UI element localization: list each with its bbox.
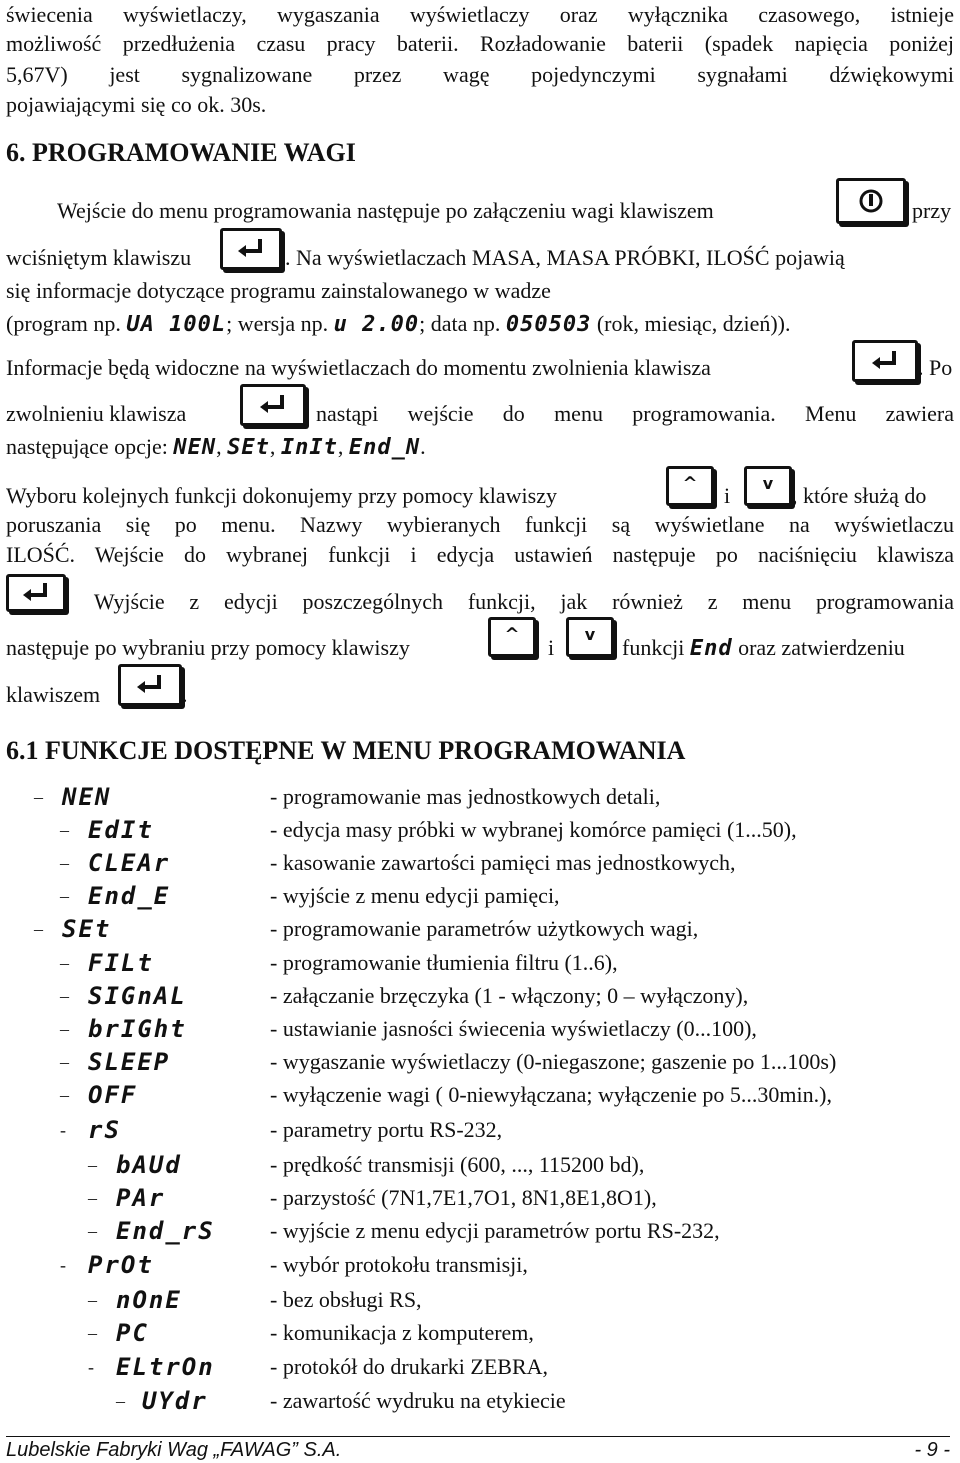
text: następujące opcje: — [6, 434, 168, 459]
list-item — [0, 1014, 960, 1044]
list-item — [0, 1115, 960, 1145]
list-item — [0, 815, 960, 845]
function-description: - załączanie brzęczyka (1 - włączony; 0 – wyłączony), — [270, 983, 749, 1008]
function-description: - bez obsługi RS, — [270, 1287, 422, 1312]
function-code: SIGnAL — [88, 982, 187, 1010]
function-code: brIGht — [88, 1015, 187, 1043]
menu-options-line — [6, 436, 954, 459]
para-text: przy — [912, 198, 952, 223]
list-item — [0, 848, 960, 878]
dash: – — [60, 1052, 69, 1072]
enter-arrow-icon — [133, 672, 167, 698]
function-code: nOnE — [116, 1286, 182, 1314]
intro-line-3: 5,67V) jest sygnalizowane przez wagę pojedynczymi sygnałami dźwiękowymi — [6, 62, 954, 87]
enter-key — [118, 664, 182, 706]
para-text: poruszania się po menu. Nazwy wybieranych funkcji są wyświetlane na wyświetlaczu — [6, 512, 954, 537]
enter-arrow-icon — [868, 348, 902, 374]
option-init: InIt — [280, 435, 338, 460]
dash: - — [60, 1255, 66, 1275]
para-text: i — [724, 483, 731, 508]
dash: - — [88, 1357, 94, 1377]
para-line-program — [6, 313, 954, 336]
list-item — [0, 782, 960, 812]
dash: – — [34, 919, 43, 939]
list-item — [0, 1183, 960, 1213]
dash: – — [88, 1323, 97, 1343]
function-code: CLEAr — [88, 849, 171, 877]
down-key: v — [566, 617, 614, 657]
power-key — [836, 178, 906, 224]
list-item — [0, 914, 960, 944]
list-item — [0, 1080, 960, 1110]
dash: – — [116, 1391, 125, 1411]
para-text: . Na wyświetlaczach MASA, MASA PRÓBKI, ILOŚĆ pojawią — [285, 245, 845, 270]
function-code: End_rS — [116, 1217, 215, 1245]
enter-key — [852, 340, 918, 382]
date-code: 050503 — [505, 312, 592, 337]
list-item — [0, 1352, 960, 1382]
text: Wejście do menu programowania następuje po załączeniu wagi klawiszem — [57, 198, 714, 223]
para-text: klawiszem — [6, 682, 101, 707]
text: , — [337, 434, 344, 459]
list-item — [0, 948, 960, 978]
para-text: ILOŚĆ. Wejście do wybranej funkcji i edycja ustawień następuje po naciśnięciu klawisza — [6, 542, 954, 567]
intro-line-4: pojawiającymi się co ok. 30s. — [6, 92, 267, 117]
dash: – — [60, 886, 69, 906]
version-code: u 2.00 — [333, 312, 420, 337]
down-key: v — [744, 466, 792, 506]
program-code: UA 100L — [126, 312, 227, 337]
section-6-title: 6. PROGRAMOWANIE WAGI — [6, 138, 356, 167]
function-code: PC — [116, 1319, 149, 1347]
list-item — [0, 1150, 960, 1180]
function-code: SLEEP — [88, 1048, 171, 1076]
up-key: ^ — [666, 466, 714, 506]
function-description: - kasowanie zawartości pamięci mas jednostkowych, — [270, 850, 736, 875]
dash: – — [34, 787, 43, 807]
function-code: SEt — [62, 915, 112, 943]
list-item — [0, 1386, 960, 1416]
function-code: bAUd — [116, 1151, 182, 1179]
para-line — [57, 200, 954, 222]
text: (rok, miesiąc, dzień)). — [596, 311, 791, 336]
enter-key — [6, 574, 66, 612]
end-code: End — [689, 636, 733, 661]
dash: – — [60, 1085, 69, 1105]
dash: - — [60, 1120, 66, 1140]
text: funkcji — [622, 635, 685, 660]
dash: – — [88, 1221, 97, 1241]
dash: – — [88, 1188, 97, 1208]
function-code: EdIt — [88, 816, 154, 844]
dash: – — [60, 986, 69, 1006]
dash: – — [60, 1019, 69, 1039]
intro-line-1: świecenia wyświetlaczy, wygaszania wyświetlaczy oraz wyłącznika czasowego, istnieje — [6, 2, 954, 27]
text: . — [420, 434, 426, 459]
section-6-1-title: 6.1 FUNKCJE DOSTĘPNE W MENU PROGRAMOWANIA — [6, 736, 686, 765]
function-description: - programowanie parametrów użytkowych wagi, — [270, 916, 699, 941]
text: oraz zatwierdzeniu — [738, 635, 905, 660]
footer-company: Lubelskie Fabryki Wag „FAWAG” S.A. — [6, 1439, 342, 1461]
para-text: . — [182, 682, 188, 707]
enter-arrow-icon — [234, 236, 268, 262]
function-description: - protokół do drukarki ZEBRA, — [270, 1354, 549, 1379]
function-description: - wybór protokołu transmisji, — [270, 1252, 528, 1277]
para-text: Informacje będą widoczne na wyświetlaczach do momentu zwolnienia klawisza — [6, 355, 711, 380]
para-text: zwolnieniu klawisza — [6, 401, 187, 426]
intro-line-2: możliwość przedłużenia czasu pracy baterii. Rozładowanie baterii (spadek napięcia poniżej — [6, 31, 954, 56]
list-item — [0, 981, 960, 1011]
text: , — [216, 434, 222, 459]
function-code: OFF — [88, 1081, 138, 1109]
list-item — [0, 1216, 960, 1246]
para-text: , które służą do — [792, 483, 927, 508]
function-description: - wyjście z menu edycji parametrów portu RS-232, — [270, 1218, 720, 1243]
function-code: rS — [88, 1116, 121, 1144]
dash: – — [88, 1290, 97, 1310]
function-description: - ustawianie jasności świecenia wyświetlaczy (0...100), — [270, 1016, 757, 1041]
para-text: i — [548, 635, 555, 660]
para-text: następuje po wybraniu przy pomocy klawiszy — [6, 635, 410, 660]
option-set: SEt — [227, 435, 270, 460]
dash: – — [60, 820, 69, 840]
function-code: NEN — [62, 783, 112, 811]
function-description: - parametry portu RS-232, — [270, 1117, 503, 1142]
enter-arrow-icon — [19, 580, 53, 606]
enter-arrow-icon — [256, 392, 290, 418]
end-function-line — [622, 637, 954, 660]
dash: – — [60, 853, 69, 873]
function-code: PrOt — [88, 1251, 154, 1279]
para-text: . Po — [918, 355, 953, 380]
option-nen: NEN — [173, 435, 217, 460]
para-text: nastąpi wejście do menu programowania. Menu zawiera — [316, 401, 954, 426]
page-footer — [6, 1436, 950, 1462]
function-description: - prędkość transmisji (600, ..., 115200 bd), — [270, 1152, 645, 1177]
para-text: się informacje dotyczące programu zainstalowanego w wadze — [6, 278, 551, 303]
function-description: - wygaszanie wyświetlaczy (0-niegaszone; gaszenie po 1...100s) — [270, 1049, 837, 1074]
enter-key — [220, 228, 282, 270]
function-description: - parzystość (7N1,7E1,7O1, 8N1,8E1,8O1), — [270, 1185, 657, 1210]
list-item — [0, 1285, 960, 1315]
function-description: - komunikacja z komputerem, — [270, 1320, 534, 1345]
function-code: End_E — [88, 882, 171, 910]
function-description: - programowanie mas jednostkowych detali, — [270, 784, 661, 809]
para-text: wciśniętym klawiszu — [6, 245, 192, 270]
page-number: - 9 - — [914, 1439, 950, 1461]
dash: – — [88, 1155, 97, 1175]
function-description: - edycja masy próbki w wybranej komórce pamięci (1...50), — [270, 817, 797, 842]
text: ; data np. — [419, 311, 501, 336]
function-code: PAr — [116, 1184, 166, 1212]
option-end-n: End_N — [348, 435, 421, 460]
function-code: ELtrOn — [116, 1353, 215, 1381]
function-description: - wyjście z menu edycji pamięci, — [270, 883, 560, 908]
function-code: UYdr — [142, 1387, 208, 1415]
list-item — [0, 1047, 960, 1077]
dash: – — [60, 953, 69, 973]
list-item — [0, 1318, 960, 1348]
text: (program np. — [6, 311, 121, 336]
function-description: - programowanie tłumienia filtru (1..6), — [270, 950, 618, 975]
list-item — [0, 1250, 960, 1280]
para-text: Wyboru kolejnych funkcji dokonujemy przy pomocy klawiszy — [6, 483, 557, 508]
power-icon — [856, 186, 886, 216]
function-description: - zawartość wydruku na etykiecie — [270, 1388, 566, 1413]
para-text: . Wyjście z edycji poszczególnych funkcji, jak również z menu programowania — [64, 589, 954, 614]
text: , — [269, 434, 276, 459]
enter-key — [240, 384, 306, 426]
text: ; wersja np. — [226, 311, 329, 336]
up-key: ^ — [488, 617, 536, 657]
function-code: FILt — [88, 949, 154, 977]
list-item — [0, 881, 960, 911]
function-description: - wyłączenie wagi ( 0-niewyłączana; wyłączenie po 5...30min.), — [270, 1082, 832, 1107]
